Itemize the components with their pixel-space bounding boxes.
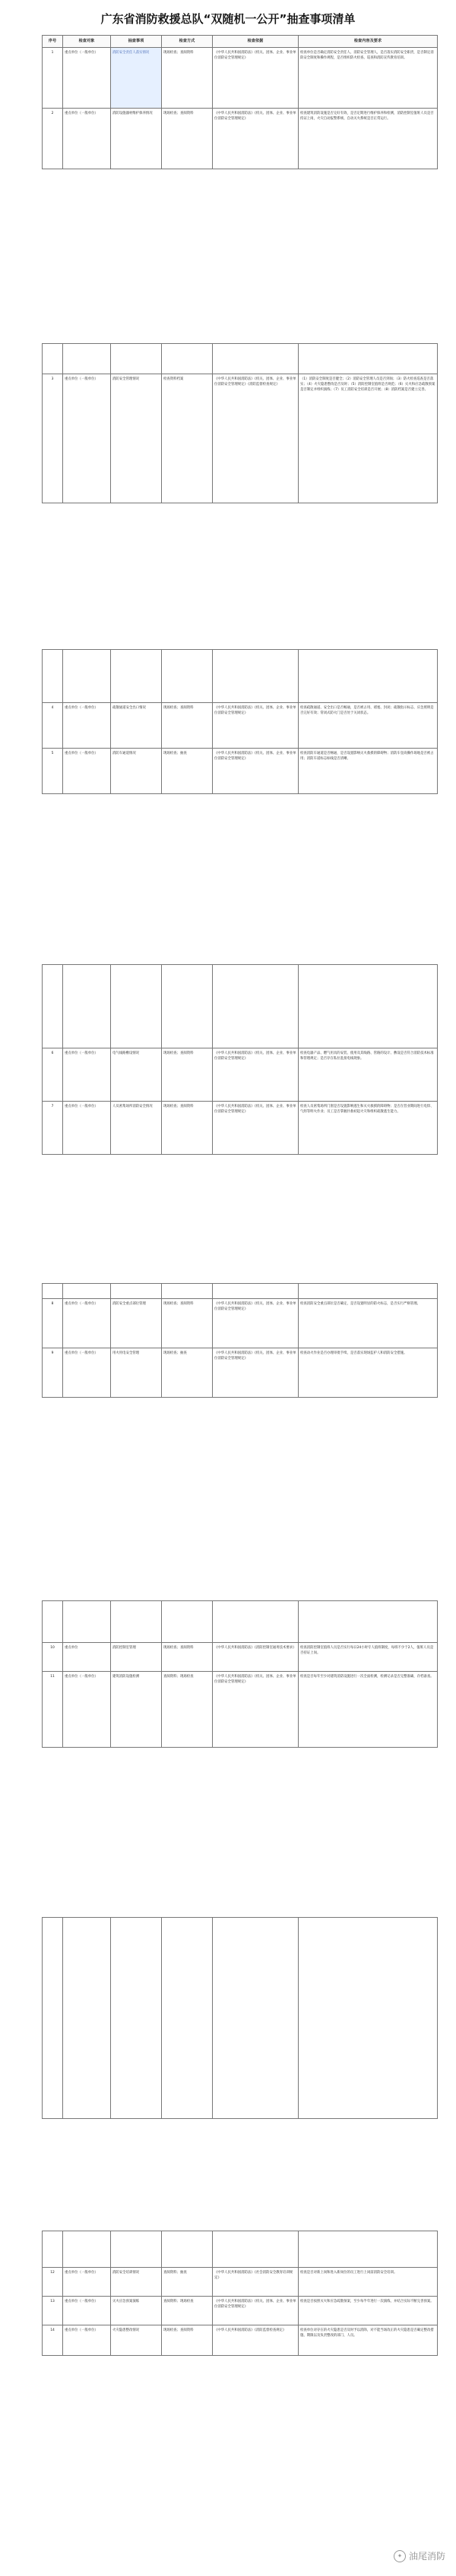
row-object: 重点单位（一般单位）: [63, 2297, 111, 2325]
inspection-table-page-4: [42, 964, 438, 1155]
row-basis: 《中华人民共和国消防法》《机关、团体、企业、事业单位消防安全管理规定》: [213, 48, 299, 109]
table-row: [43, 2268, 438, 2297]
table-row: [43, 1601, 438, 1643]
row-item: 消防安全管理情况: [111, 374, 162, 503]
table-row: [43, 2325, 438, 2356]
watermark-text: 油尾消防: [408, 2551, 445, 2562]
row-basis: 《中华人民共和国消防法》《机关、团体、企业、事业单位消防安全管理规定》: [213, 1299, 299, 1348]
row-object: 重点单位（一般单位）: [63, 48, 111, 109]
row-content: 检查电器产品、燃气用具的安装、使用及其线路、管路的设计、敷设是否符合消防技术标准和管理规定；是否存在私拉乱接电线现象。: [299, 1048, 438, 1102]
row-basis: 《中华人民共和国消防法》《机关、团体、企业、事业单位消防安全管理规定》: [213, 1672, 299, 1748]
row-method: 检查资料档案: [162, 374, 213, 503]
row-item: 建筑消防设施检测: [111, 1672, 162, 1748]
header-item: 抽查事项: [111, 36, 162, 48]
row-no: 2: [43, 109, 63, 169]
inspection-table-page-2: [42, 343, 438, 503]
row-item: 灭火应急预案演练: [111, 2297, 162, 2325]
row-content: 检查消防安全重点部位是否确定，是否设置明显的防火标志，是否实行严格管理。: [299, 1299, 438, 1348]
row-content: 检查疏散通道、安全出口是否畅通，是否被占用、堵塞、封闭；疏散指示标志、应急照明是否完好有效；常闭式防火门是否处于关闭状态。: [299, 703, 438, 749]
row-method: 现场检查；抽查: [162, 1348, 213, 1398]
row-basis: 《中华人民共和国消防法》《机关、团体、企业、事业单位消防安全管理规定》: [213, 109, 299, 169]
table-row: [43, 965, 438, 1048]
inspection-table-page-7: [42, 1917, 438, 2119]
table-row: [43, 109, 438, 169]
row-object: 重点单位（一般单位）: [63, 1048, 111, 1102]
row-no: 5: [43, 749, 63, 794]
row-basis: 《中华人民共和国消防法》《机关、团体、企业、事业单位消防安全管理规定》《消防监督检查规定》: [213, 374, 299, 503]
header-basis: 检查依据: [213, 36, 299, 48]
table-row: [43, 650, 438, 703]
row-object: 重点单位（一般单位）: [63, 1348, 111, 1398]
row-object: 重点单位（一般单位）: [63, 374, 111, 503]
row-content: 检查动火作业是否办理审批手续，是否落实现场监护人和消防安全措施。: [299, 1348, 438, 1398]
row-content: 检查单位是否确定消防安全责任人、消防安全管理人，是否落实消防安全职责，是否制定消防安全制度和操作规程，是否组织防火检查、巡查和消防宣传教育培训。: [299, 48, 438, 109]
header-content: 检查内容及要求: [299, 36, 438, 48]
row-basis: 《中华人民共和国消防法》《机关、团体、企业、事业单位消防安全管理规定》: [213, 1048, 299, 1102]
inspection-table-page-3: [42, 649, 438, 794]
row-method: 现场检查；查阅资料: [162, 1102, 213, 1155]
row-basis: 《中华人民共和国消防法》《机关、团体、企业、事业单位消防安全管理规定》: [213, 2297, 299, 2325]
table-row: [43, 1918, 438, 2119]
table-row: [43, 2297, 438, 2325]
row-content: 检查单位对存在的火灾隐患是否及时予以消除，对不能当场改正的火灾隐患是否确定整改措施、期限以及负责整改的部门、人员。: [299, 2325, 438, 2356]
row-object: 重点单位（一般单位）: [63, 2268, 111, 2297]
row-item: 人员密集场所消防安全情况: [111, 1102, 162, 1155]
row-object: 重点单位（一般单位）: [63, 1102, 111, 1155]
row-no: 12: [43, 2268, 63, 2297]
row-object: 重点单位（一般单位）: [63, 1672, 111, 1748]
row-basis: 《中华人民共和国消防法》《机关、团体、企业、事业单位消防安全管理规定》: [213, 703, 299, 749]
row-method: 查阅资料；现场检查: [162, 2297, 213, 2325]
row-method: 查阅资料；抽查: [162, 2268, 213, 2297]
row-method: 查阅资料；现场检查: [162, 1672, 213, 1748]
fire-icon: ✦: [394, 2550, 406, 2562]
row-method: 现场检查；查阅资料: [162, 1643, 213, 1672]
row-item: 消防车通道情况: [111, 749, 162, 794]
row-item: 用火用电安全管理: [111, 1348, 162, 1398]
table-row: [43, 1284, 438, 1299]
table-row: [43, 749, 438, 794]
row-no: 4: [43, 703, 63, 749]
row-method: 现场检查；查阅资料: [162, 48, 213, 109]
table-header-row: [43, 36, 438, 48]
table-row: [43, 1299, 438, 1348]
inspection-table-page-6: [42, 1600, 438, 1748]
inspection-table-page-5: [42, 1283, 438, 1398]
row-no: 1: [43, 48, 63, 109]
row-method: 现场检查；查阅资料: [162, 1048, 213, 1102]
row-object: 重点单位（一般单位）: [63, 749, 111, 794]
row-item: 消防设施器材维护保养情况: [111, 109, 162, 169]
page-title: 广东省消防救援总队“双随机一公开”抽查事项清单: [100, 12, 356, 26]
row-no: 3: [43, 374, 63, 503]
table-row: [43, 374, 438, 503]
header-no: 序号: [43, 36, 63, 48]
table-row: [43, 703, 438, 749]
row-method: 现场检查；抽查: [162, 749, 213, 794]
row-no: 8: [43, 1299, 63, 1348]
row-item: 电气线路敷设情况: [111, 1048, 162, 1102]
watermark: [394, 2549, 445, 2562]
row-content: 检查是否按照灭火和应急疏散预案，至少每半年进行一次演练，并结合实际不断完善预案。: [299, 2297, 438, 2325]
row-object: 重点单位（一般单位）: [63, 703, 111, 749]
row-no: 11: [43, 1672, 63, 1748]
row-no: 7: [43, 1102, 63, 1155]
row-content: 检查是否每年至少对建筑消防设施进行一次全面检测，检测记录是否完整准确，存档备查。: [299, 1672, 438, 1748]
table-row: [43, 1102, 438, 1155]
row-item: 消防安全培训情况: [111, 2268, 162, 2297]
inspection-table-page-1: [42, 35, 438, 169]
row-method: 现场检查；查阅资料: [162, 2325, 213, 2356]
inspection-table-page-8: [42, 2231, 438, 2356]
row-no: 10: [43, 1643, 63, 1672]
row-basis: 《中华人民共和国消防法》《消防控制室通用技术要求》: [213, 1643, 299, 1672]
row-content: 检查建筑消防设施是否完好有效，是否定期进行维护保养和检测，消防控制室值班人员是否持证上岗，火灾自动报警系统、自动灭火系统是否正常运行。: [299, 109, 438, 169]
row-object: 重点单位（一般单位）: [63, 2325, 111, 2356]
row-no: 14: [43, 2325, 63, 2356]
table-row: [43, 344, 438, 374]
row-item: 消防控制室管理: [111, 1643, 162, 1672]
table-row: [43, 1048, 438, 1102]
row-no: 6: [43, 1048, 63, 1102]
table-row: [43, 1672, 438, 1748]
row-basis: 《中华人民共和国消防法》《机关、团体、企业、事业单位消防安全管理规定》: [213, 749, 299, 794]
table-row: [43, 2231, 438, 2268]
table-row: [43, 48, 438, 109]
row-content: 检查是否对新上岗和进入新岗位的员工进行上岗前消防安全培训。: [299, 2268, 438, 2297]
row-no: 9: [43, 1348, 63, 1398]
header-method: 检查方式: [162, 36, 213, 48]
row-object: 重点单位: [63, 1643, 111, 1672]
row-method: 现场检查；查阅资料: [162, 703, 213, 749]
row-item: 火灾隐患整改情况: [111, 2325, 162, 2356]
row-content: 检查人员密集场所门窗是否设置影响逃生和灭火救援的障碍物；是否在营业期间进行电焊、气焊等明火作业；员工是否掌握扑救初起火灾和组织疏散逃生能力。: [299, 1102, 438, 1155]
row-no: 13: [43, 2297, 63, 2325]
row-item: 消防安全重点部位管理: [111, 1299, 162, 1348]
row-content: （1）消防安全制度是否健全；（2）消防安全管理人员是否到岗；（3）防火检查巡查是否落实；（4）火灾隐患整改是否及时；（5）消防控制室值班是否规范；（6）灭火和应急疏散预案是否制定并组织演练；（7）员工消防安全培训是否开展；（8）消防档案是否建立完善。: [299, 374, 438, 503]
row-basis: 《中华人民共和国消防法》《机关、团体、企业、事业单位消防安全管理规定》: [213, 1102, 299, 1155]
row-basis: 《中华人民共和国消防法》《消防监督检查规定》: [213, 2325, 299, 2356]
row-object: 重点单位（一般单位）: [63, 1299, 111, 1348]
row-method: 现场检查；查阅资料: [162, 109, 213, 169]
row-content: 检查消防车通道是否畅通，是否设置影响灭火救援的障碍物；消防车登高操作场地是否被占用；消防车道标志标线是否清晰。: [299, 749, 438, 794]
row-object: 重点单位（一般单位）: [63, 109, 111, 169]
row-item: 疏散通道安全出口情况: [111, 703, 162, 749]
row-method: 现场检查；查阅资料: [162, 1299, 213, 1348]
row-basis: 《中华人民共和国消防法》《社会消防安全教育培训规定》: [213, 2268, 299, 2297]
table-row: [43, 1348, 438, 1398]
row-content: 检查消防控制室值班人员是否实行每日24小时专人值班制度，每班不少于2人，值班人员是否持证上岗。: [299, 1643, 438, 1672]
header-object: 检查对象: [63, 36, 111, 48]
row-item: 消防安全责任人落实情况: [111, 48, 162, 109]
row-basis: 《中华人民共和国消防法》《机关、团体、企业、事业单位消防安全管理规定》: [213, 1348, 299, 1398]
table-row: [43, 1643, 438, 1672]
